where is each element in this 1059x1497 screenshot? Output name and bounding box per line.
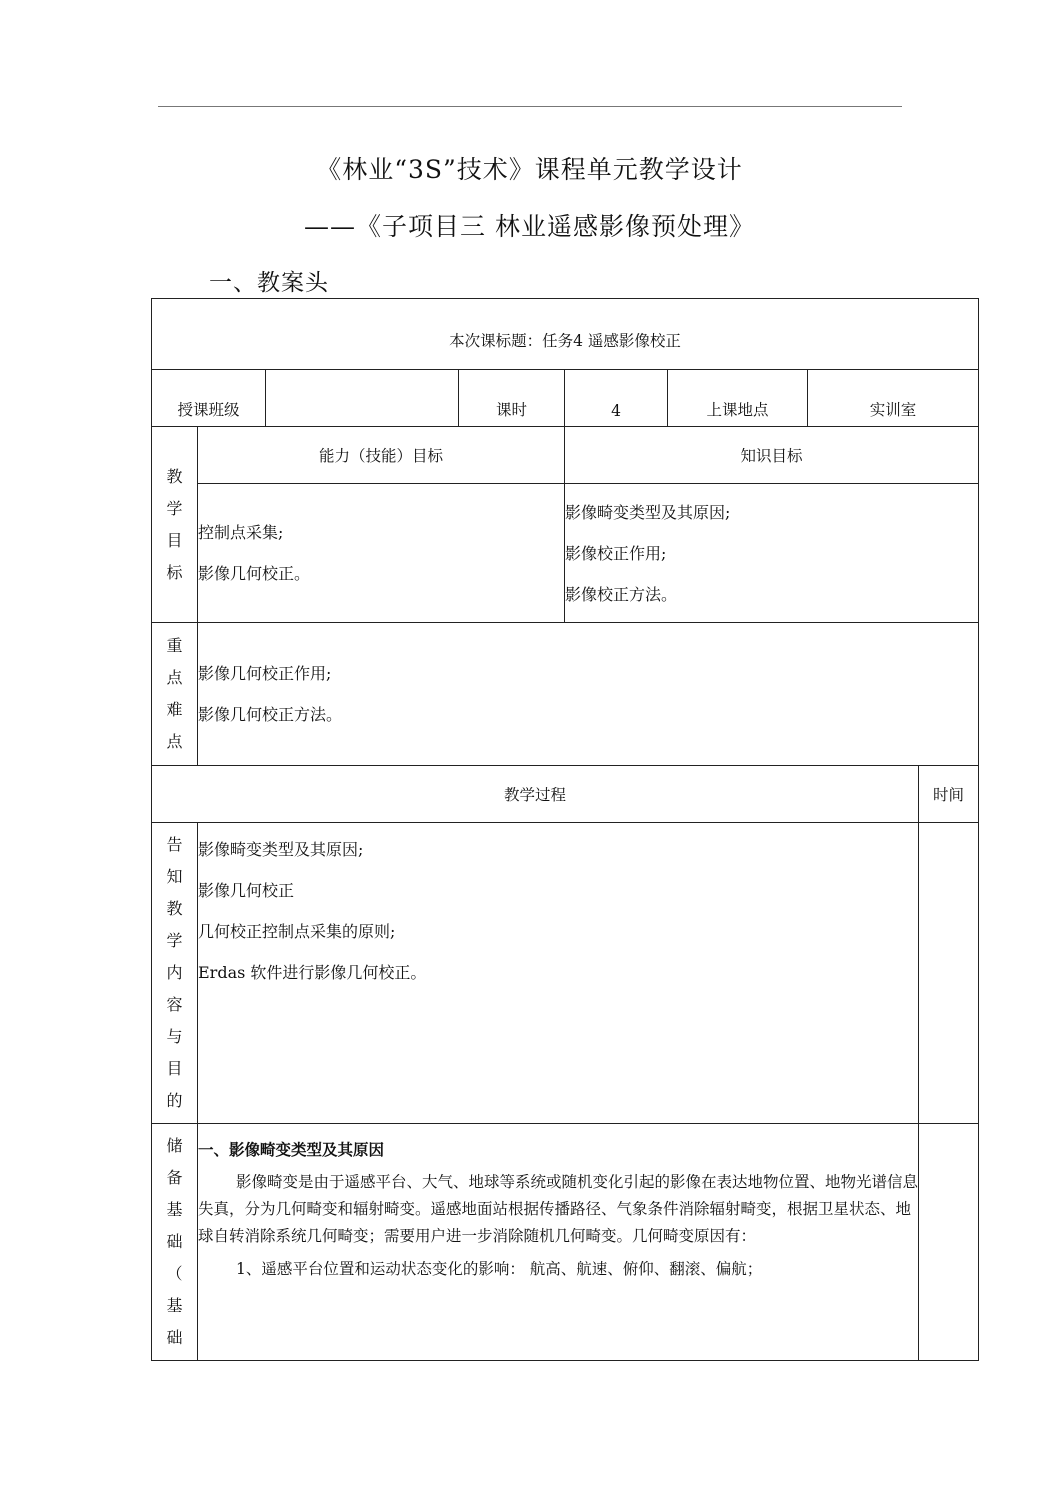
- skill-objective-header: 能力（技能）目标: [198, 427, 565, 484]
- time-header: 时间: [919, 766, 979, 823]
- foundation-item: 1、遥感平台位置和运动状态变化的影响： 航高、航速、俯仰、翻滚、偏航；: [236, 1260, 763, 1278]
- class-value: [266, 370, 459, 427]
- document-title: 《林业“3S”技术》课程单元教学设计: [316, 155, 743, 184]
- list-item: 几何校正控制点采集的原则;: [198, 922, 396, 941]
- header-rule: [158, 106, 902, 107]
- hours-label: 课时: [459, 370, 565, 427]
- location-label: 上课地点: [668, 370, 808, 427]
- inform-list: [198, 823, 919, 1124]
- key-points-list: [198, 623, 979, 766]
- location-value: 实训室: [808, 370, 979, 427]
- hours-value: 4: [565, 370, 668, 427]
- lesson-topic: 本次课标题：任务4 遥感影像校正: [152, 299, 979, 370]
- class-label: 授课班级: [152, 370, 266, 427]
- list-item: 影像畸变类型及其原因;: [198, 840, 364, 859]
- section-heading: 一、教案头: [209, 270, 329, 296]
- objectives-row-label: 教 学 目 标: [152, 427, 198, 623]
- foundation-row-label: 储 备 基 础 （ 基 础: [152, 1124, 198, 1361]
- list-item: 影像几何校正: [198, 881, 295, 900]
- list-item: 影像几何校正作用;: [198, 664, 332, 683]
- lesson-plan-table: [151, 298, 979, 1361]
- process-header: 教学过程: [152, 766, 919, 823]
- foundation-heading: 一、影像畸变类型及其原因: [198, 1140, 385, 1159]
- knowledge-objective-list: [565, 484, 979, 623]
- list-item: Erdas 软件进行影像几何校正。: [198, 963, 427, 982]
- list-item: 影像校正方法。: [565, 584, 678, 604]
- inform-time-cell: [919, 823, 979, 1124]
- list-item: 影像几何校正方法。: [198, 705, 343, 724]
- foundation-time-cell: [919, 1124, 979, 1361]
- document-subtitle: ——《子项目三 林业遥感影像预处理》: [304, 212, 755, 241]
- skill-objective-list: [198, 484, 565, 623]
- list-item: 影像畸变类型及其原因;: [565, 502, 731, 522]
- knowledge-objective-header: 知识目标: [565, 427, 979, 484]
- key-points-row-label: 重 点 难 点: [152, 623, 198, 766]
- list-item: 影像几何校正。: [198, 564, 311, 583]
- foundation-content: [198, 1124, 919, 1361]
- inform-row-label: 告 知 教 学 内 容 与 目 的: [152, 823, 198, 1124]
- list-item: 控制点采集;: [198, 523, 284, 542]
- list-item: 影像校正作用;: [565, 543, 667, 563]
- foundation-paragraph: 影像畸变是由于遥感平台、大气、地球等系统或随机变化引起的影像在表达地物位置、地物光谱信息失真，分为几何畸变和辐射畸变。遥感地面站根据传播路径、气象条件消除辐射畸变，根据卫星状态、地球自转消除系统几何畸变；需要用户进一步消除随机几何畸变。几何畸变原因有：: [198, 1173, 919, 1245]
